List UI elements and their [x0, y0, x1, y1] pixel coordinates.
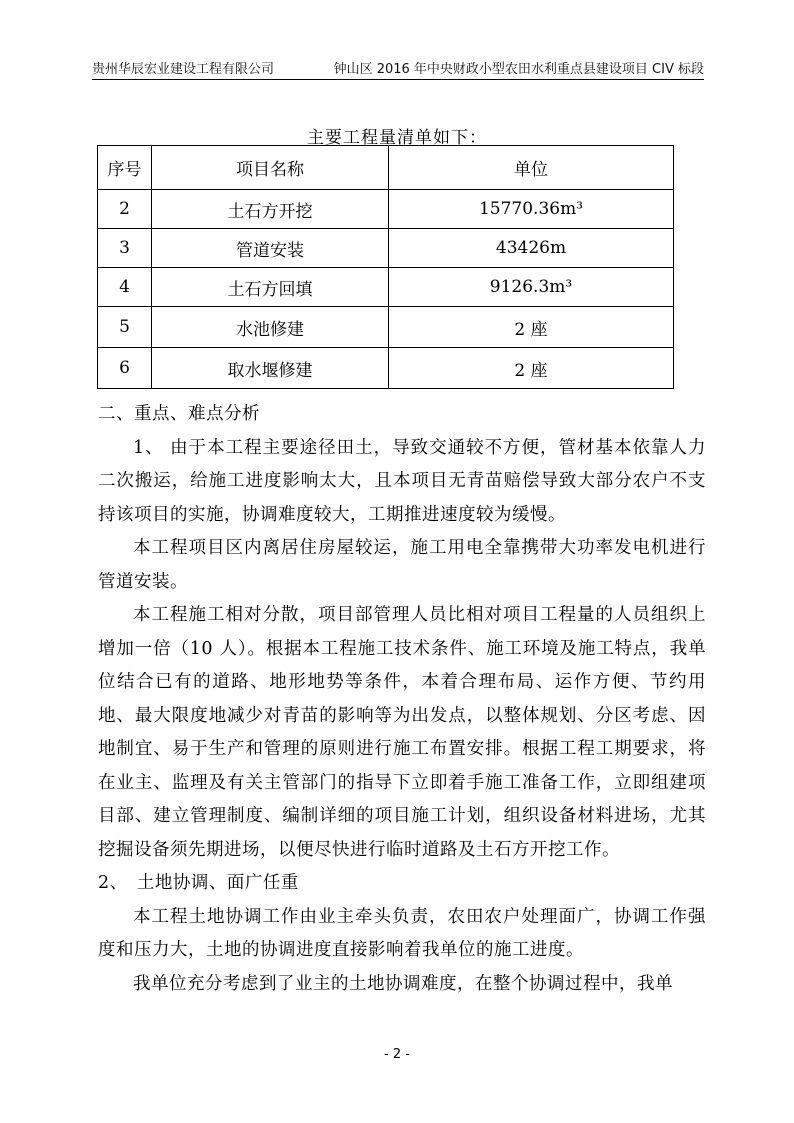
paragraph-owner-coordination: 我单位充分考虑到了业主的土地协调难度，在整个协调过程中，我单 [133, 973, 673, 994]
cell-unit: 15770.36m³ [389, 190, 674, 229]
cell-name: 水池修建 [152, 307, 389, 348]
table-row [98, 229, 674, 268]
quantity-table [97, 145, 674, 389]
section-title: 二、重点、难点分析 [98, 404, 260, 424]
subsection-title-land: 2、 土地协调、面广任重 [98, 873, 299, 893]
table-row [98, 348, 674, 389]
table-header-row [98, 146, 674, 190]
cell-name: 土石方回填 [152, 268, 389, 307]
cell-no: 5 [98, 307, 152, 348]
header-project: 钟山区 2016 年中央财政小型农田水利重点县建设项目 CIV 标段 [333, 62, 704, 77]
cell-unit: 2 座 [389, 348, 674, 389]
column-header-no: 序号 [98, 146, 152, 190]
paragraph-construction-layout: 本工程施工相对分散，项目部管理人员比相对项目工程量的人员组织上增加一倍（10 人）。根据本工程施工技术条件、施工环境及施工特点，我单位结合已有的道路、地形地势等条件，本着合理布局、运作方便、节约用地、最大限度地减少对青苗的影响等为出发点，以整体规划、分区考虑、因地制宜、易于生产和管理的原则进行施工布置安排。根据工程工期要求，将在业主、监理及有关主管部门的指导下立即着手施工准备工作，立即组建项目部、建立管理制度、编制详细的项目施工计划，组织设备材料进场，尤其挖掘设备须先期进场，以便尽快进行临时道路及土石方开挖工作。 [98, 605, 706, 860]
cell-name: 土石方开挖 [152, 190, 389, 229]
column-header-name: 项目名称 [152, 146, 389, 190]
column-header-unit: 单位 [389, 146, 674, 190]
cell-no: 2 [98, 190, 152, 229]
cell-no: 6 [98, 348, 152, 389]
cell-no: 4 [98, 268, 152, 307]
table-caption: 主要工程量清单如下： [307, 128, 487, 148]
paragraph-land-coordination: 本工程土地协调工作由业主牵头负责，农田农户处理面广，协调工作强度和压力大，土地的协调进度直接影响着我单位的施工进度。 [98, 906, 706, 960]
cell-no: 3 [98, 229, 152, 268]
paragraph-item-1: 1、 由于本工程主要途径田土，导致交通较不方便，管材基本依靠人力二次搬运，给施工进度影响太大，且本项目无青苗赔偿导致大部分农户不支持该项目的实施，协调难度较大，工期推进速度较为缓慢。 [98, 437, 706, 525]
page-header [92, 58, 704, 78]
header-rule [92, 79, 704, 80]
cell-unit: 9126.3m³ [389, 268, 674, 307]
table-row [98, 268, 674, 307]
cell-name: 取水堰修建 [152, 348, 389, 389]
header-company: 贵州华辰宏业建设工程有限公司 [92, 62, 275, 77]
document-body [98, 398, 706, 1001]
page-number: - 2 - [384, 1047, 410, 1062]
paragraph-power-supply: 本工程项目区内离居住房屋较运，施工用电全靠携带大功率发电机进行管道安装。 [98, 538, 706, 592]
cell-unit: 43426m [389, 229, 674, 268]
cell-name: 管道安装 [152, 229, 389, 268]
table-row [98, 190, 674, 229]
table-row [98, 307, 674, 348]
cell-unit: 2 座 [389, 307, 674, 348]
